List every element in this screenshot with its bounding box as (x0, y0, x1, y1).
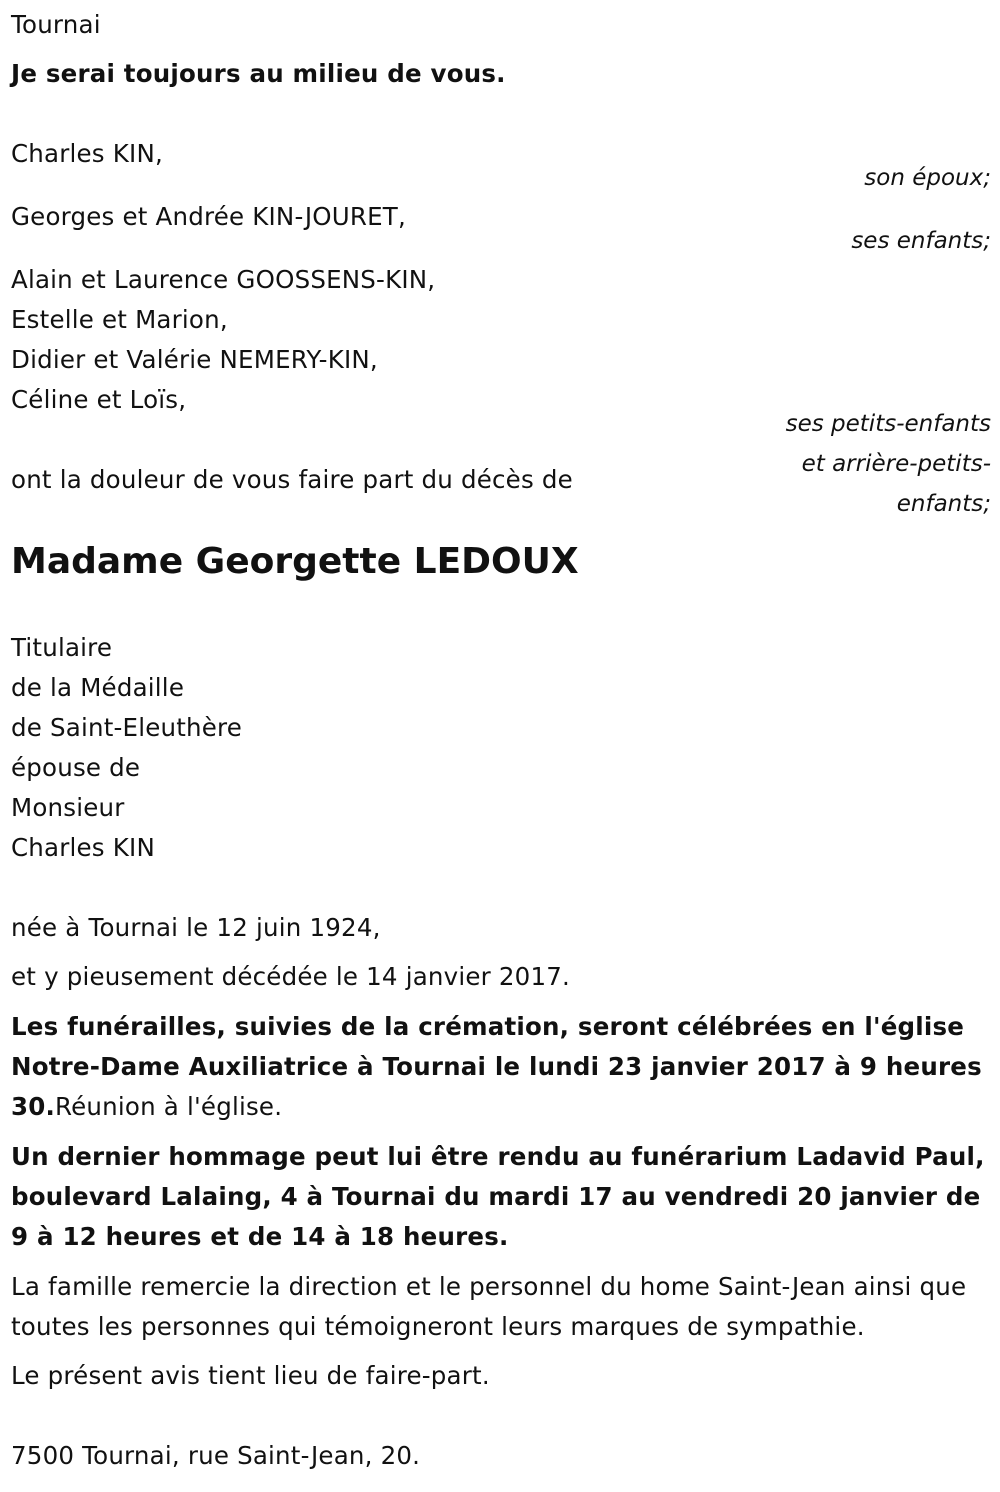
grandchildren-role-line: ses petits-enfants (785, 411, 991, 437)
birth-line: née à Tournai le 12 juin 1924, (11, 913, 381, 942)
funeral-meeting: Réunion à l'église. (55, 1092, 283, 1121)
grandchildren-line: Estelle et Marion, (11, 305, 228, 334)
grandchildren-line: Didier et Valérie NEMERY-KIN, (11, 345, 378, 374)
tribute-paragraph: Un dernier hommage peut lui être rendu au funérarium Ladavid Paul, boulevard Lalaing, 4 à Tournai du mardi 17 au vendredi 20 janvier de 9 à 12 heures et de 14 à 18 heures. (11, 1142, 985, 1251)
title-line: Monsieur (11, 793, 125, 822)
announcement: ont la douleur de vous faire part du décès de (11, 465, 573, 494)
obituary-notice (11, 0, 991, 1492)
thanks-paragraph: La famille remercie la direction et le personnel du home Saint-Jean ainsi que toutes les personnes qui témoigneront leurs marques de sympathie. (11, 1272, 967, 1341)
grandchildren-line: Céline et Loïs, (11, 385, 187, 414)
funeral-paragraph (11, 1007, 991, 1127)
funeral-details: Les funérailles, suivies de la crémation, seront célébrées en l'église Notre-Dame Auxiliatrice à Tournai le lundi 23 janvier 2017 à 9 heures 30. (11, 1012, 982, 1121)
children-name: Georges et Andrée KIN-JOURET, (11, 202, 406, 231)
title-line: de Saint-Eleuthère (11, 713, 243, 742)
title-line: Titulaire (11, 633, 113, 662)
spouse-name: Charles KIN, (11, 139, 163, 168)
title-line: épouse de (11, 753, 141, 782)
title-line: Charles KIN (11, 833, 155, 862)
city-header: Tournai (11, 10, 101, 39)
deceased-name: Madame Georgette LEDOUX (11, 541, 579, 582)
grandchildren-line: Alain et Laurence GOOSSENS-KIN, (11, 265, 436, 294)
grandchildren-role-line: et arrière-petits- (801, 451, 991, 477)
death-line: et y pieusement décédée le 14 janvier 2017. (11, 962, 571, 991)
children-role: ses enfants; (851, 228, 991, 254)
grandchildren-role-line: enfants; (896, 491, 991, 517)
title-line: de la Médaille (11, 673, 185, 702)
notice-line: Le présent avis tient lieu de faire-part. (11, 1361, 490, 1390)
motto: Je serai toujours au milieu de vous. (11, 59, 506, 88)
spouse-role: son époux; (864, 165, 991, 191)
address-line: 7500 Tournai, rue Saint-Jean, 20. (11, 1441, 421, 1470)
